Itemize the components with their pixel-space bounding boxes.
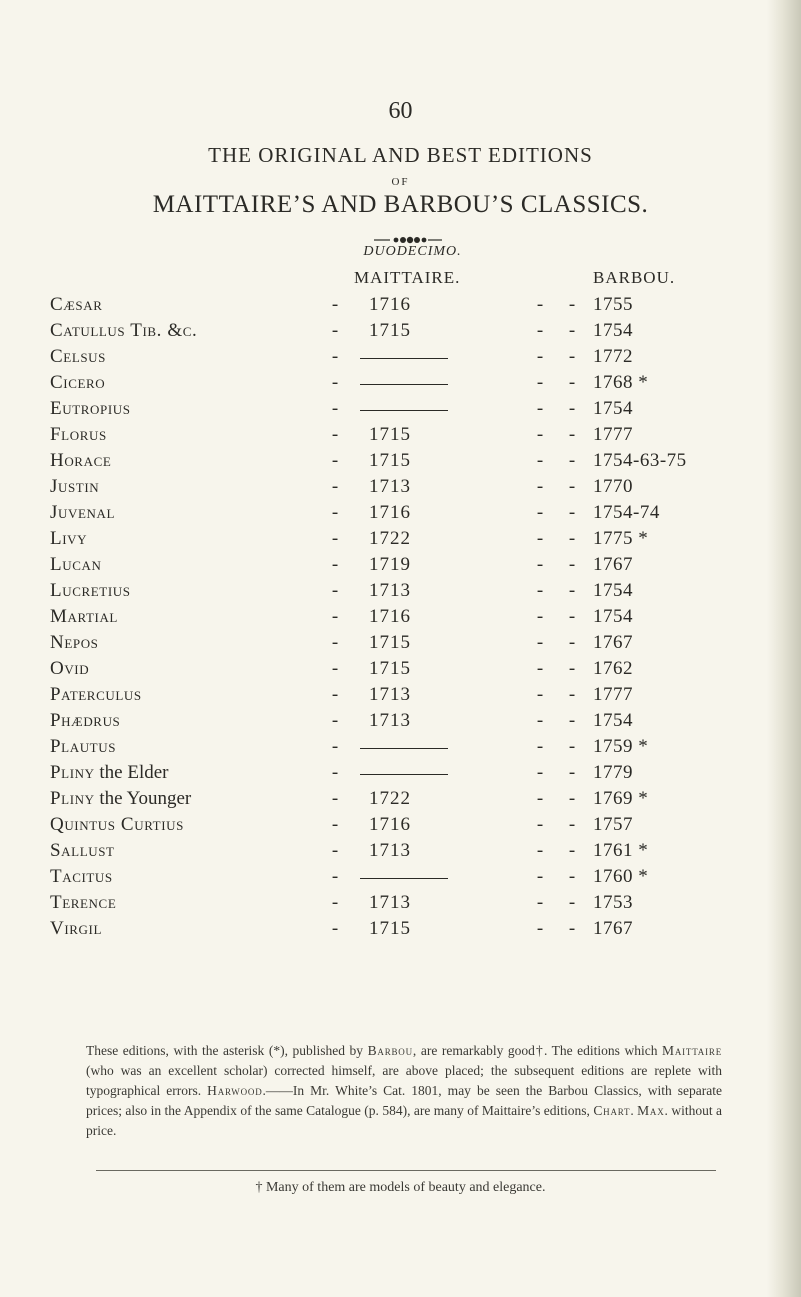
barbou-year: 1777	[593, 424, 633, 445]
leader-dash: -	[536, 528, 544, 549]
table-row	[0, 736, 801, 762]
barbou-year: 1767	[593, 918, 633, 939]
leader-dash: -	[331, 918, 339, 939]
leader-dash: -	[568, 554, 576, 575]
barbou-year: 1757	[593, 814, 633, 835]
maittaire-blank-rule	[360, 410, 448, 411]
leader-dash: -	[536, 476, 544, 497]
barbou-year: 1779	[593, 762, 633, 783]
leader-dash: -	[568, 814, 576, 835]
barbou-year: 1775 *	[593, 528, 649, 549]
author-name: Quintus Curtius	[50, 814, 184, 835]
leader-dash: -	[536, 762, 544, 783]
barbou-year: 1767	[593, 632, 633, 653]
author-name: Sallust	[50, 840, 115, 861]
leader-dash: -	[331, 658, 339, 679]
leader-dash: -	[331, 632, 339, 653]
leader-dash: -	[568, 502, 576, 523]
leader-dash: -	[536, 580, 544, 601]
leader-dash: -	[536, 502, 544, 523]
author-name: Cæsar	[50, 294, 103, 315]
title-line-2: MAITTAIRE’S AND BARBOU’S CLASSICS.	[152, 191, 649, 218]
barbou-year: 1772	[593, 346, 633, 367]
table-row	[0, 632, 801, 658]
leader-dash: -	[568, 632, 576, 653]
leader-dash: -	[331, 554, 339, 575]
barbou-year: 1770	[593, 476, 633, 497]
leader-dash: -	[536, 788, 544, 809]
author-name: Nepos	[50, 632, 99, 653]
leader-dash: -	[536, 398, 544, 419]
barbou-year: 1753	[593, 892, 633, 913]
barbou-year: 1754	[593, 320, 633, 341]
table-row	[0, 840, 801, 866]
leader-dash: -	[331, 762, 339, 783]
table-row	[0, 710, 801, 736]
leader-dash: -	[331, 502, 339, 523]
maittaire-year: 1713	[369, 892, 411, 913]
table-row	[0, 554, 801, 580]
author-name: Livy	[50, 528, 88, 549]
maittaire-year: 1715	[369, 632, 411, 653]
table-row	[0, 398, 801, 424]
title-of: OF	[391, 176, 410, 188]
leader-dash: -	[331, 398, 339, 419]
leader-dash: -	[568, 840, 576, 861]
maittaire-year: 1713	[369, 476, 411, 497]
author-name: Terence	[50, 892, 117, 913]
maittaire-year: 1722	[369, 528, 411, 549]
leader-dash: -	[331, 710, 339, 731]
footnote: † Many of them are models of beauty and elegance.	[255, 1180, 546, 1195]
table-row	[0, 372, 801, 398]
maittaire-year: 1715	[369, 918, 411, 939]
leader-dash: -	[331, 840, 339, 861]
leader-dash: -	[536, 606, 544, 627]
barbou-year: 1768 *	[593, 372, 649, 393]
table-row	[0, 658, 801, 684]
maittaire-year: 1716	[369, 814, 411, 835]
leader-dash: -	[331, 580, 339, 601]
table-row	[0, 346, 801, 372]
maittaire-year: 1713	[369, 684, 411, 705]
column-header-barbou: BARBOU.	[593, 268, 676, 287]
author-name: Catullus Tib. &c.	[50, 320, 198, 341]
leader-dash: -	[568, 684, 576, 705]
leader-dash: -	[331, 606, 339, 627]
footnote-rule	[96, 1170, 716, 1171]
page-number: 60	[388, 98, 413, 124]
title-line-1: THE ORIGINAL AND BEST EDITIONS	[208, 143, 593, 167]
editions-table	[0, 294, 801, 944]
author-name: Tacitus	[50, 866, 113, 887]
leader-dash: -	[536, 684, 544, 705]
leader-dash: -	[331, 346, 339, 367]
maittaire-year: 1715	[369, 658, 411, 679]
author-name: Justin	[50, 476, 100, 497]
barbou-year: 1754	[593, 580, 633, 601]
leader-dash: -	[568, 320, 576, 341]
leader-dash: -	[568, 346, 576, 367]
barbou-year: 1754	[593, 398, 633, 419]
leader-dash: -	[331, 892, 339, 913]
leader-dash: -	[568, 476, 576, 497]
leader-dash: -	[331, 294, 339, 315]
maittaire-year: 1713	[369, 710, 411, 731]
maittaire-year: 1713	[369, 840, 411, 861]
table-row	[0, 502, 801, 528]
leader-dash: -	[331, 320, 339, 341]
leader-dash: -	[331, 424, 339, 445]
leader-dash: -	[568, 658, 576, 679]
author-name: Cicero	[50, 372, 106, 393]
leader-dash: -	[536, 372, 544, 393]
maittaire-blank-rule	[360, 748, 448, 749]
table-row	[0, 528, 801, 554]
maittaire-blank-rule	[360, 878, 448, 879]
barbou-year: 1761 *	[593, 840, 649, 861]
leader-dash: -	[536, 892, 544, 913]
leader-dash: -	[568, 372, 576, 393]
leader-dash: -	[568, 788, 576, 809]
leader-dash: -	[568, 398, 576, 419]
leader-dash: -	[331, 736, 339, 757]
format-label: DUODECIMO.	[363, 244, 462, 259]
leader-dash: -	[331, 476, 339, 497]
leader-dash: -	[536, 866, 544, 887]
leader-dash: -	[568, 762, 576, 783]
table-row	[0, 866, 801, 892]
leader-dash: -	[536, 814, 544, 835]
leader-dash: -	[568, 736, 576, 757]
maittaire-year: 1722	[369, 788, 411, 809]
maittaire-blank-rule	[360, 384, 448, 385]
leader-dash: -	[568, 710, 576, 731]
leader-dash: -	[568, 528, 576, 549]
barbou-year: 1754-63-75	[593, 450, 687, 471]
leader-dash: -	[536, 320, 544, 341]
leader-dash: -	[568, 424, 576, 445]
barbou-year: 1777	[593, 684, 633, 705]
maittaire-year: 1716	[369, 502, 411, 523]
author-name: Lucan	[50, 554, 102, 575]
leader-dash: -	[536, 736, 544, 757]
leader-dash: -	[536, 710, 544, 731]
table-row	[0, 788, 801, 814]
leader-dash: -	[568, 606, 576, 627]
leader-dash: -	[536, 424, 544, 445]
barbou-year: 1762	[593, 658, 633, 679]
barbou-year: 1754	[593, 710, 633, 731]
table-row	[0, 892, 801, 918]
barbou-year: 1769 *	[593, 788, 649, 809]
barbou-year: 1754-74	[593, 502, 660, 523]
leader-dash: -	[536, 840, 544, 861]
author-name: Paterculus	[50, 684, 142, 705]
maittaire-year: 1715	[369, 424, 411, 445]
table-row	[0, 684, 801, 710]
table-row	[0, 814, 801, 840]
leader-dash: -	[536, 346, 544, 367]
maittaire-blank-rule	[360, 774, 448, 775]
maittaire-year: 1715	[369, 450, 411, 471]
leader-dash: -	[568, 918, 576, 939]
author-name: Phædrus	[50, 710, 121, 731]
leader-dash: -	[568, 450, 576, 471]
maittaire-blank-rule	[360, 358, 448, 359]
leader-dash: -	[331, 788, 339, 809]
maittaire-year: 1716	[369, 606, 411, 627]
author-name: Florus	[50, 424, 107, 445]
maittaire-year: 1719	[369, 554, 411, 575]
barbou-year: 1760 *	[593, 866, 649, 887]
author-name: Pliny the Younger	[50, 788, 192, 809]
leader-dash: -	[331, 528, 339, 549]
leader-dash: -	[536, 658, 544, 679]
maittaire-year: 1715	[369, 320, 411, 341]
barbou-year: 1754	[593, 606, 633, 627]
table-row	[0, 450, 801, 476]
author-name: Horace	[50, 450, 112, 471]
author-name: Juvenal	[50, 502, 116, 523]
editions-note: These editions, with the asterisk (*), published by Barbou, are remarkably good†. The editions which Maittaire (who was an excellent scholar) corrected himself, are above placed; the subsequent editions are replete with typographical errors. Harwood.——In Mr. White’s Cat. 1801, may be seen the Barbou Classics, with separate prices; also in the Appendix of the same Catalogue (p. 584), are many of Maittaire’s editions, Chart. Max. without a price.	[86, 1043, 723, 1138]
maittaire-year: 1713	[369, 580, 411, 601]
leader-dash: -	[536, 918, 544, 939]
leader-dash: -	[568, 294, 576, 315]
leader-dash: -	[536, 450, 544, 471]
barbou-year: 1755	[593, 294, 633, 315]
leader-dash: -	[331, 814, 339, 835]
leader-dash: -	[568, 580, 576, 601]
leader-dash: -	[331, 866, 339, 887]
author-name: Plautus	[50, 736, 117, 757]
barbou-year: 1767	[593, 554, 633, 575]
table-row	[0, 762, 801, 788]
table-row	[0, 606, 801, 632]
author-name: Virgil	[50, 918, 102, 939]
leader-dash: -	[536, 554, 544, 575]
table-row	[0, 294, 801, 320]
author-name: Martial	[50, 606, 118, 627]
table-row	[0, 320, 801, 346]
maittaire-year: 1716	[369, 294, 411, 315]
leader-dash: -	[536, 294, 544, 315]
author-name: Pliny the Elder	[50, 762, 169, 783]
leader-dash: -	[568, 892, 576, 913]
leader-dash: -	[331, 450, 339, 471]
column-header-maittaire: MAITTAIRE.	[354, 268, 461, 287]
leader-dash: -	[536, 632, 544, 653]
author-name: Lucretius	[50, 580, 131, 601]
barbou-year: 1759 *	[593, 736, 649, 757]
table-row	[0, 918, 801, 944]
table-row	[0, 476, 801, 502]
leader-dash: -	[331, 372, 339, 393]
author-name: Celsus	[50, 346, 107, 367]
author-name: Ovid	[50, 658, 90, 679]
leader-dash: -	[331, 684, 339, 705]
table-row	[0, 580, 801, 606]
author-name: Eutropius	[50, 398, 131, 419]
leader-dash: -	[568, 866, 576, 887]
table-row	[0, 424, 801, 450]
